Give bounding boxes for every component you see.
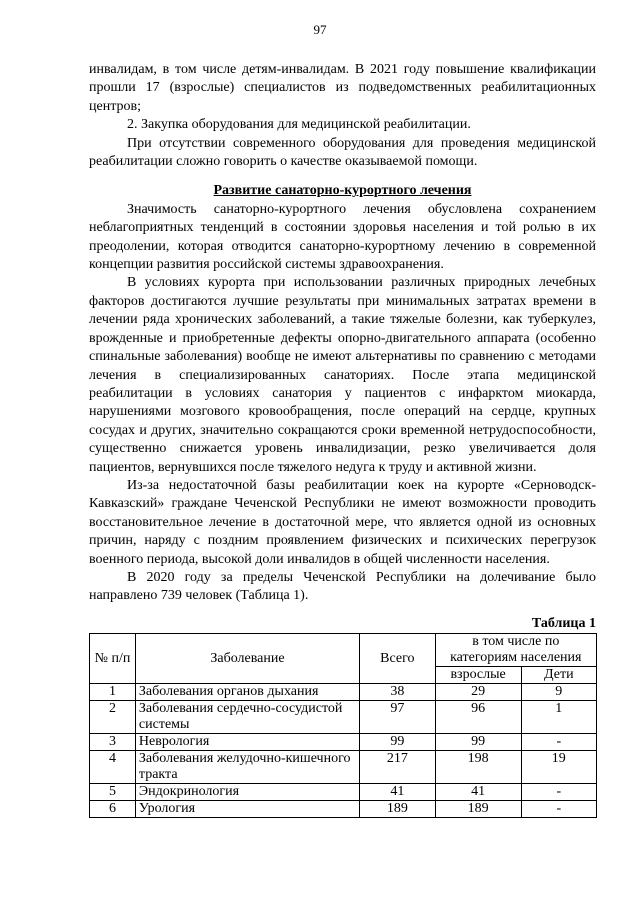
cell-num: 5 bbox=[90, 784, 136, 801]
cell-children: 9 bbox=[521, 684, 596, 701]
paragraph: В 2020 году за пределы Чеченской Республики на долечивание было направлено 739 человек (Таблица 1). bbox=[89, 569, 596, 604]
cell-adults: 41 bbox=[435, 784, 521, 801]
cell-adults: 99 bbox=[435, 734, 521, 751]
page-number: 97 bbox=[313, 22, 327, 37]
paragraph: инвалидам, в том числе детям-инвалидам. В 2021 году повышение квалификации прошли 17 (взрослые) специалистов из подведомственных реабилитационных центров; bbox=[89, 62, 596, 114]
table-row bbox=[90, 734, 597, 751]
cell-disease: Эндокринология bbox=[135, 784, 359, 801]
cell-adults: 189 bbox=[435, 801, 521, 818]
cell-disease: Урология bbox=[135, 801, 359, 818]
cell-total: 38 bbox=[360, 684, 436, 701]
cell-total: 97 bbox=[360, 701, 436, 734]
cell-adults: 29 bbox=[435, 684, 521, 701]
cell-adults: 198 bbox=[435, 751, 521, 784]
cell-num: 4 bbox=[90, 751, 136, 784]
cell-num: 2 bbox=[90, 701, 136, 734]
table-row bbox=[90, 751, 597, 784]
cell-total: 217 bbox=[360, 751, 436, 784]
cell-num: 3 bbox=[90, 734, 136, 751]
cell-adults: 96 bbox=[435, 701, 521, 734]
header-group: в том числе по категориям населения bbox=[435, 634, 596, 667]
paragraph: В условиях курорта при использовании различных природных лечебных факторов достигаются лучшие результаты при минимальных затратах времени в лечении ряда хронических заболеваний, а такие тяжелые болезни, как туберкулез, врожденные и приобретенные дефекты опорно-двигательного аппарата (особенно спинальные заболевания) вообще не имеют альтернативы по сравнению с методами лечения в специализированных санаториях. После этапа медицинской реабилитации в условиях санатория у пациентов с инфарктом миокарда, нарушениями мозгового кровообращения, после операций на сердце, крупных сосудах и других, значительно сокращаются сроки временной нетрудоспособности, существенно снижается уровень инвалидизации, резко увеличивается доля пациентов, вернувшихся после тяжелого недуга к труду и активной жизни. bbox=[89, 275, 596, 475]
cell-num: 1 bbox=[90, 684, 136, 701]
cell-total: 41 bbox=[360, 784, 436, 801]
header-num: № п/п bbox=[90, 634, 136, 684]
cell-disease: Неврология bbox=[135, 734, 359, 751]
section-heading: Развитие санаторно-курортного лечения bbox=[213, 183, 472, 199]
paragraph: 2. Закупка оборудования для медицинской реабилитации. bbox=[127, 117, 471, 133]
header-total: Всего bbox=[360, 634, 436, 684]
table-row bbox=[90, 684, 597, 701]
cell-children: - bbox=[521, 801, 596, 818]
paragraph: Из-за недостаточной базы реабилитации коек на курорте «Серноводск-Кавказский» граждане Чеченской Республики не имеют возможности проводить восстановительное лечение в достаточной мере, что является одной из основных причин, наряду с поздним проявлением физических и психических перегрузок военного периода, высокой доли инвалидов в общей численности населения. bbox=[89, 477, 596, 567]
cell-disease: Заболевания сердечно-сосудистой системы bbox=[135, 701, 359, 734]
data-table bbox=[89, 633, 597, 818]
cell-total: 189 bbox=[360, 801, 436, 818]
header-children: Дети bbox=[521, 667, 596, 684]
cell-children: 19 bbox=[521, 751, 596, 784]
table-caption: Таблица 1 bbox=[531, 616, 596, 631]
header-disease: Заболевание bbox=[135, 634, 359, 684]
paragraph: Значимость санаторно-курортного лечения обусловлена сохранением неблагоприятных тенденций в состоянии здоровья населения и той ролью в их преодолении, которая отводится санаторно-курортному лечению в современной концепции развития российской системы здравоохранения. bbox=[89, 201, 596, 273]
body-text bbox=[89, 61, 596, 606]
table-row bbox=[90, 801, 597, 818]
cell-total: 99 bbox=[360, 734, 436, 751]
cell-disease: Заболевания желудочно-кишечного тракта bbox=[135, 751, 359, 784]
cell-disease: Заболевания органов дыхания bbox=[135, 684, 359, 701]
cell-children: - bbox=[521, 784, 596, 801]
table-row bbox=[90, 701, 597, 734]
cell-children: - bbox=[521, 734, 596, 751]
cell-children: 1 bbox=[521, 701, 596, 734]
header-adults: взрослые bbox=[435, 667, 521, 684]
table-row bbox=[90, 784, 597, 801]
cell-num: 6 bbox=[90, 801, 136, 818]
table-header-row bbox=[90, 634, 597, 667]
paragraph: При отсутствии современного оборудования для проведения медицинской реабилитации сложно говорить о качестве оказываемой помощи. bbox=[89, 135, 596, 170]
